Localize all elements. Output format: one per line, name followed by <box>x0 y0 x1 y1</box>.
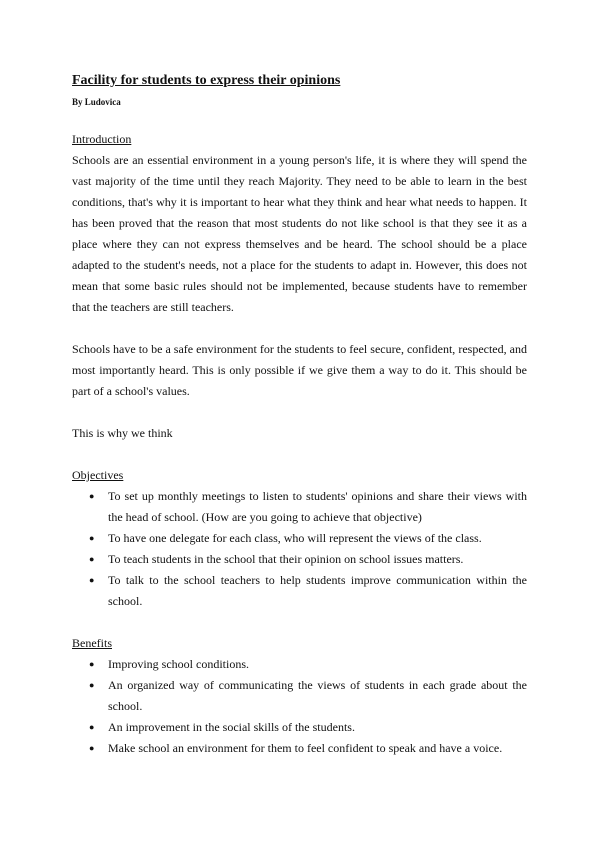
bullet-icon: ● <box>89 554 95 564</box>
list-item-text: An organized way of communicating the views of students in each grade about the school. <box>108 678 527 713</box>
author-line: By Ludovica <box>72 97 121 107</box>
benefits-heading: Benefits <box>72 636 112 650</box>
document-page <box>72 72 527 759</box>
introduction-paragraph-1: Schools are an essential environment in a young person's life, it is where they will spend the vast majority of the time until they reach Majority. They need to be able to learn in the best conditions, that's why it is important to hear what they think and hear what needs to happen. It has been proved that the reason that most students do not like school is that they see it as a place where they can not express themselves and be heard. The school should be a place adapted to the student's needs, not a place for the students to adapt in. However, this does not mean that some basic rules should not be implemented, because students have to remember that the teachers are still teachers. <box>72 153 527 314</box>
objectives-list-item <box>72 570 527 612</box>
bullet-icon: ● <box>89 680 95 690</box>
document-title: Facility for students to express their opinions <box>72 73 341 88</box>
bullet-icon: ● <box>89 575 95 585</box>
introduction-heading: Introduction <box>72 132 132 146</box>
list-item-text: To have one delegate for each class, who will represent the views of the class. <box>108 531 482 545</box>
bullet-icon: ● <box>89 659 95 669</box>
benefits-list-item <box>72 654 527 675</box>
benefits-list-item <box>72 717 527 738</box>
list-item-text: To teach students in the school that their opinion on school issues matters. <box>108 552 464 566</box>
bullet-icon: ● <box>89 722 95 732</box>
benefits-list <box>72 654 527 759</box>
list-item-text: To talk to the school teachers to help students improve communication within the school. <box>108 573 527 608</box>
bullet-icon: ● <box>89 491 95 501</box>
introduction-paragraph-3: This is why we think <box>72 426 173 440</box>
list-item-text: To set up monthly meetings to listen to students' opinions and share their views with the head of school. (How are you going to achieve that objective) <box>108 489 527 524</box>
benefits-list-item <box>72 675 527 717</box>
bullet-icon: ● <box>89 533 95 543</box>
objectives-heading: Objectives <box>72 468 124 482</box>
introduction-paragraph-2: Schools have to be a safe environment for the students to feel secure, confident, respected, and most importantly heard. This is only possible if we give them a way to do it. This should be part of a school's values. <box>72 342 527 398</box>
objectives-list-item <box>72 486 527 528</box>
objectives-list <box>72 486 527 612</box>
benefits-list-item <box>72 738 527 759</box>
objectives-list-item <box>72 528 527 549</box>
bullet-icon: ● <box>89 743 95 753</box>
list-item-text: An improvement in the social skills of the students. <box>108 720 355 734</box>
list-item-text: Improving school conditions. <box>108 657 249 671</box>
list-item-text: Make school an environment for them to feel confident to speak and have a voice. <box>108 741 503 755</box>
objectives-list-item <box>72 549 527 570</box>
